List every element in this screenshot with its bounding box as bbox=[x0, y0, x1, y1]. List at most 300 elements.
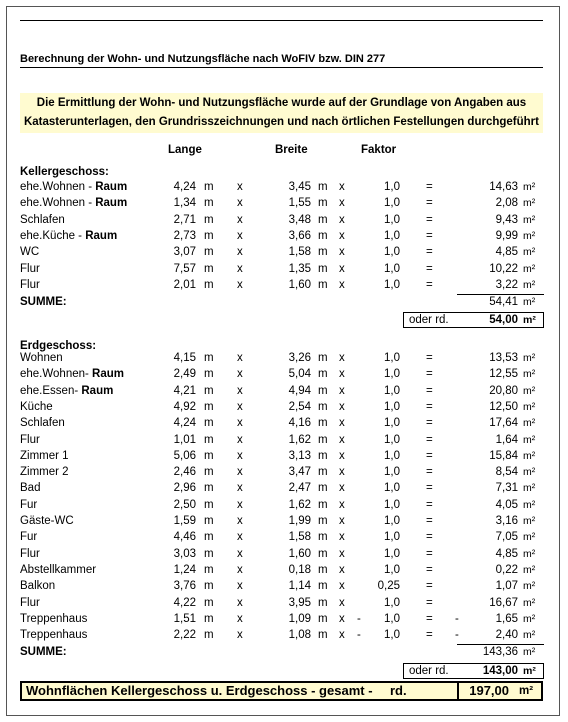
width-unit: m bbox=[318, 278, 328, 291]
times-sign: x bbox=[237, 596, 243, 609]
room-name: Treppenhaus bbox=[20, 629, 88, 642]
length-value: 4,46 bbox=[173, 531, 196, 544]
length-value: 2,01 bbox=[173, 278, 196, 291]
room-name: ehe.Essen- Raum bbox=[20, 384, 114, 397]
sum-row bbox=[0, 294, 568, 310]
times-sign: x bbox=[237, 197, 243, 210]
total-unit: m² bbox=[519, 685, 534, 697]
width-unit: m bbox=[318, 213, 328, 226]
length-unit: m bbox=[204, 531, 214, 544]
equals-sign: = bbox=[426, 482, 433, 495]
length-value: 7,57 bbox=[173, 262, 196, 275]
equals-sign: = bbox=[426, 466, 433, 479]
sum-row bbox=[0, 644, 568, 660]
length-value: 1,01 bbox=[173, 433, 196, 446]
area-unit: m² bbox=[523, 531, 536, 544]
times-sign: x bbox=[237, 384, 243, 397]
times-sign: x bbox=[339, 384, 345, 397]
rounded-value: 54,00 bbox=[489, 314, 518, 327]
length-unit: m bbox=[204, 515, 214, 527]
room-name: WC bbox=[20, 246, 40, 259]
sum-label: SUMME: bbox=[20, 296, 67, 309]
width-unit: m bbox=[318, 580, 328, 593]
times-sign: x bbox=[237, 368, 243, 381]
times-sign: x bbox=[339, 417, 345, 430]
table-row bbox=[0, 611, 568, 627]
width-unit: m bbox=[318, 498, 328, 511]
area-value: 8,54 bbox=[495, 466, 518, 479]
table-row bbox=[0, 383, 568, 399]
width-value: 4,16 bbox=[288, 417, 311, 430]
length-unit: m bbox=[204, 181, 214, 193]
width-unit: m bbox=[318, 417, 328, 430]
width-unit: m bbox=[318, 433, 328, 446]
times-sign: x bbox=[339, 262, 345, 275]
times-sign: x bbox=[237, 466, 243, 479]
table-row bbox=[0, 244, 568, 260]
area-unit: m² bbox=[523, 197, 536, 210]
width-value: 1,60 bbox=[288, 547, 311, 560]
times-sign: x bbox=[237, 262, 243, 275]
header-lange: Lange bbox=[168, 144, 202, 156]
area-value: 13,53 bbox=[489, 352, 518, 364]
area-unit: m² bbox=[523, 384, 536, 397]
length-value: 3,03 bbox=[173, 547, 196, 560]
times-sign: x bbox=[237, 498, 243, 511]
width-unit: m bbox=[318, 368, 328, 381]
length-value: 2,46 bbox=[173, 466, 196, 479]
room-name: Flur bbox=[20, 596, 40, 609]
factor-value: 1,0 bbox=[384, 384, 400, 397]
equals-sign: = bbox=[426, 629, 433, 642]
table-row bbox=[0, 432, 568, 448]
length-unit: m bbox=[204, 449, 214, 462]
equals-sign: = bbox=[426, 246, 433, 259]
times-sign: x bbox=[339, 482, 345, 495]
area-unit: m² bbox=[523, 547, 536, 560]
minus-sign: - bbox=[357, 629, 361, 642]
room-name: ehe.Wohnen - Raum bbox=[20, 181, 128, 193]
room-name: Bad bbox=[20, 482, 41, 495]
sum-unit: m² bbox=[523, 296, 536, 309]
length-unit: m bbox=[204, 368, 214, 381]
area-unit: m² bbox=[523, 278, 536, 291]
width-value: 1,09 bbox=[288, 612, 311, 625]
area-unit: m² bbox=[523, 449, 536, 462]
equals-sign: = bbox=[426, 580, 433, 593]
room-name: Zimmer 1 bbox=[20, 449, 69, 462]
times-sign: x bbox=[339, 498, 345, 511]
width-value: 1,60 bbox=[288, 278, 311, 291]
area-value: 7,05 bbox=[495, 531, 518, 544]
length-unit: m bbox=[204, 417, 214, 430]
equals-sign: = bbox=[426, 278, 433, 291]
area-value: 17,64 bbox=[489, 417, 518, 430]
area-value: 4,05 bbox=[495, 498, 518, 511]
factor-value: 1,0 bbox=[384, 482, 400, 495]
times-sign: x bbox=[237, 482, 243, 495]
equals-sign: = bbox=[426, 181, 433, 193]
equals-sign: = bbox=[426, 368, 433, 381]
room-name-bold: Raum bbox=[81, 384, 114, 397]
length-unit: m bbox=[204, 596, 214, 609]
equals-sign: = bbox=[426, 449, 433, 462]
equals-sign: = bbox=[426, 229, 433, 242]
width-value: 1,58 bbox=[288, 246, 311, 259]
length-unit: m bbox=[204, 400, 214, 413]
equals-sign: = bbox=[426, 262, 433, 275]
times-sign: x bbox=[339, 246, 345, 259]
header-faktor: Faktor bbox=[361, 144, 397, 156]
rounded-unit: m² bbox=[523, 664, 536, 677]
times-sign: x bbox=[339, 547, 345, 560]
factor-value: 1,0 bbox=[384, 596, 400, 609]
width-unit: m bbox=[318, 400, 328, 413]
times-sign: x bbox=[237, 229, 243, 242]
area-value: 12,50 bbox=[489, 400, 518, 413]
room-name: ehe.Küche - Raum bbox=[20, 229, 118, 242]
width-unit: m bbox=[318, 629, 328, 642]
area-value: 9,99 bbox=[495, 229, 518, 242]
length-unit: m bbox=[204, 197, 214, 210]
times-sign: x bbox=[237, 563, 243, 576]
area-unit: m² bbox=[523, 482, 536, 495]
rounded-label: oder rd. bbox=[409, 314, 449, 327]
equals-sign: = bbox=[426, 547, 433, 560]
times-sign: x bbox=[237, 352, 243, 364]
room-name-bold: Raum bbox=[95, 181, 128, 193]
factor-value: 1,0 bbox=[384, 547, 400, 560]
width-value: 3,45 bbox=[288, 181, 311, 193]
length-value: 4,15 bbox=[173, 352, 196, 364]
area-value: 10,22 bbox=[489, 262, 518, 275]
width-value: 5,04 bbox=[288, 368, 311, 381]
length-value: 1,59 bbox=[173, 515, 196, 527]
times-sign: x bbox=[237, 278, 243, 291]
equals-sign: = bbox=[426, 213, 433, 226]
room-name: Treppenhaus bbox=[20, 612, 88, 625]
table-row bbox=[0, 350, 568, 366]
equals-sign: = bbox=[426, 384, 433, 397]
times-sign: x bbox=[339, 580, 345, 593]
width-unit: m bbox=[318, 547, 328, 560]
length-value: 2,73 bbox=[173, 229, 196, 242]
factor-value: 0,25 bbox=[377, 580, 400, 593]
width-value: 3,48 bbox=[288, 213, 311, 226]
area-unit: m² bbox=[523, 515, 536, 527]
room-name-bold: Raum bbox=[95, 197, 128, 210]
table-row bbox=[0, 529, 568, 545]
times-sign: x bbox=[237, 531, 243, 544]
factor-value: 1,0 bbox=[384, 213, 400, 226]
length-value: 1,24 bbox=[173, 563, 196, 576]
area-unit: m² bbox=[523, 213, 536, 226]
table-row bbox=[0, 415, 568, 431]
times-sign: x bbox=[339, 352, 345, 364]
equals-sign: = bbox=[426, 197, 433, 210]
length-unit: m bbox=[204, 482, 214, 495]
room-name: Fur bbox=[20, 498, 38, 511]
total-box bbox=[20, 681, 543, 701]
area-unit: m² bbox=[523, 596, 536, 609]
area-unit: m² bbox=[523, 246, 536, 259]
width-unit: m bbox=[318, 563, 328, 576]
table-row bbox=[0, 562, 568, 578]
times-sign: x bbox=[339, 229, 345, 242]
length-value: 4,21 bbox=[173, 384, 196, 397]
length-value: 4,92 bbox=[173, 400, 196, 413]
length-value: 1,51 bbox=[173, 612, 196, 625]
factor-value: 1,0 bbox=[384, 417, 400, 430]
width-value: 3,47 bbox=[288, 466, 311, 479]
total-rd-label: rd. bbox=[390, 683, 407, 698]
room-name: Wohnen bbox=[20, 352, 63, 364]
table-row bbox=[0, 366, 568, 382]
times-sign: x bbox=[237, 246, 243, 259]
times-sign: x bbox=[237, 181, 243, 193]
length-unit: m bbox=[204, 384, 214, 397]
room-name: ehe.Wohnen - Raum bbox=[20, 197, 128, 210]
area-unit: m² bbox=[523, 417, 536, 430]
times-sign: x bbox=[339, 400, 345, 413]
times-sign: x bbox=[237, 417, 243, 430]
section-title-keller: Kellergeschoss: bbox=[20, 166, 109, 178]
area-unit: m² bbox=[523, 352, 536, 364]
notice-line-1: Die Ermittlung der Wohn- und Nutzungsfläche wurde auf der Grundlage von Angaben aus bbox=[36, 97, 527, 109]
length-value: 2,50 bbox=[173, 498, 196, 511]
times-sign: x bbox=[339, 563, 345, 576]
width-value: 2,54 bbox=[288, 400, 311, 413]
area-unit: m² bbox=[523, 181, 536, 193]
area-unit: m² bbox=[523, 629, 536, 642]
equals-sign: = bbox=[426, 596, 433, 609]
table-row bbox=[0, 195, 568, 211]
length-unit: m bbox=[204, 466, 214, 479]
table-row bbox=[0, 480, 568, 496]
length-unit: m bbox=[204, 278, 214, 291]
width-unit: m bbox=[318, 531, 328, 544]
length-unit: m bbox=[204, 498, 214, 511]
times-sign: x bbox=[339, 368, 345, 381]
length-value: 1,34 bbox=[173, 197, 196, 210]
area-value: 3,22 bbox=[495, 278, 518, 291]
area-value: 1,64 bbox=[495, 433, 518, 446]
width-value: 1,99 bbox=[288, 515, 311, 527]
width-value: 3,26 bbox=[288, 352, 311, 364]
width-unit: m bbox=[318, 515, 328, 527]
table-row bbox=[0, 464, 568, 480]
room-name: Gäste-WC bbox=[20, 515, 74, 527]
times-sign: x bbox=[237, 612, 243, 625]
factor-value: 1,0 bbox=[384, 531, 400, 544]
length-unit: m bbox=[204, 580, 214, 593]
times-sign: x bbox=[339, 433, 345, 446]
minus-sign: - bbox=[357, 612, 361, 625]
room-name: Küche bbox=[20, 400, 53, 413]
notice-box bbox=[20, 93, 543, 133]
times-sign: x bbox=[339, 596, 345, 609]
room-name: Schlafen bbox=[20, 213, 65, 226]
table-row bbox=[0, 497, 568, 513]
table-row bbox=[0, 546, 568, 562]
width-unit: m bbox=[318, 181, 328, 193]
width-value: 2,47 bbox=[288, 482, 311, 495]
area-unit: m² bbox=[523, 400, 536, 413]
area-value: 16,67 bbox=[489, 596, 518, 609]
length-value: 4,22 bbox=[173, 596, 196, 609]
width-value: 3,95 bbox=[288, 596, 311, 609]
table-row bbox=[0, 448, 568, 464]
table-row bbox=[0, 578, 568, 594]
equals-sign: = bbox=[426, 563, 433, 576]
room-name: Flur bbox=[20, 278, 40, 291]
area-value: 2,40 bbox=[495, 629, 518, 642]
area-unit: m² bbox=[523, 368, 536, 381]
total-label: Wohnflächen Kellergeschoss u. Erdgeschoss - gesamt - bbox=[26, 683, 373, 698]
times-sign: x bbox=[339, 449, 345, 462]
sum-label: SUMME: bbox=[20, 646, 67, 659]
factor-value: 1,0 bbox=[384, 498, 400, 511]
factor-value: 1,0 bbox=[384, 246, 400, 259]
rounded-row bbox=[0, 312, 568, 328]
table-row bbox=[0, 277, 568, 293]
area-unit: m² bbox=[523, 433, 536, 446]
factor-value: 1,0 bbox=[384, 197, 400, 210]
length-unit: m bbox=[204, 246, 214, 259]
table-row bbox=[0, 513, 568, 529]
width-unit: m bbox=[318, 612, 328, 625]
length-value: 4,24 bbox=[173, 181, 196, 193]
width-value: 1,08 bbox=[288, 629, 311, 642]
table-row bbox=[0, 399, 568, 415]
document-title: Berechnung der Wohn- und Nutzungsfläche nach WoFIV bzw. DIN 277 bbox=[20, 52, 543, 68]
table-row bbox=[0, 627, 568, 643]
width-value: 1,35 bbox=[288, 262, 311, 275]
factor-value: 1,0 bbox=[384, 515, 400, 527]
times-sign: x bbox=[339, 181, 345, 193]
equals-sign: = bbox=[426, 531, 433, 544]
times-sign: x bbox=[339, 466, 345, 479]
length-unit: m bbox=[204, 213, 214, 226]
room-name: ehe.Wohnen- Raum bbox=[20, 368, 124, 381]
width-value: 1,14 bbox=[288, 580, 311, 593]
factor-value: 1,0 bbox=[384, 400, 400, 413]
width-unit: m bbox=[318, 352, 328, 364]
room-name: Zimmer 2 bbox=[20, 466, 69, 479]
factor-value: 1,0 bbox=[384, 229, 400, 242]
area-value: 14,63 bbox=[489, 181, 518, 193]
factor-value: 1,0 bbox=[384, 629, 400, 642]
length-unit: m bbox=[204, 547, 214, 560]
width-unit: m bbox=[318, 449, 328, 462]
equals-sign: = bbox=[426, 433, 433, 446]
factor-value: 1,0 bbox=[384, 433, 400, 446]
width-unit: m bbox=[318, 384, 328, 397]
width-unit: m bbox=[318, 482, 328, 495]
area-value: 3,16 bbox=[495, 515, 518, 527]
length-value: 3,07 bbox=[173, 246, 196, 259]
width-unit: m bbox=[318, 246, 328, 259]
times-sign: x bbox=[237, 515, 243, 527]
factor-value: 1,0 bbox=[384, 612, 400, 625]
area-value: 15,84 bbox=[489, 449, 518, 462]
equals-sign: = bbox=[426, 352, 433, 364]
times-sign: x bbox=[237, 580, 243, 593]
area-unit: m² bbox=[523, 229, 536, 242]
header-breite: Breite bbox=[275, 144, 308, 156]
room-name: Flur bbox=[20, 547, 40, 560]
table-row bbox=[0, 595, 568, 611]
times-sign: x bbox=[339, 531, 345, 544]
table-row bbox=[0, 179, 568, 195]
sum-unit: m² bbox=[523, 646, 536, 659]
width-unit: m bbox=[318, 466, 328, 479]
area-unit: m² bbox=[523, 466, 536, 479]
width-value: 3,13 bbox=[288, 449, 311, 462]
factor-value: 1,0 bbox=[384, 352, 400, 364]
length-value: 4,24 bbox=[173, 417, 196, 430]
length-value: 2,96 bbox=[173, 482, 196, 495]
equals-sign: = bbox=[426, 515, 433, 527]
length-value: 2,22 bbox=[173, 629, 196, 642]
table-row bbox=[0, 228, 568, 244]
total-value: 197,00 bbox=[469, 683, 509, 698]
length-unit: m bbox=[204, 563, 214, 576]
minus-sign: - bbox=[455, 629, 459, 642]
sum-value: 54,41 bbox=[489, 296, 518, 309]
equals-sign: = bbox=[426, 400, 433, 413]
equals-sign: = bbox=[426, 498, 433, 511]
length-value: 2,71 bbox=[173, 213, 196, 226]
area-value: 7,31 bbox=[495, 482, 518, 495]
times-sign: x bbox=[339, 612, 345, 625]
times-sign: x bbox=[339, 213, 345, 226]
top-rule bbox=[20, 20, 543, 21]
width-value: 4,94 bbox=[288, 384, 311, 397]
area-value: 4,85 bbox=[495, 246, 518, 259]
factor-value: 1,0 bbox=[384, 449, 400, 462]
table-row bbox=[0, 261, 568, 277]
length-unit: m bbox=[204, 612, 214, 625]
total-value-box bbox=[457, 681, 543, 701]
times-sign: x bbox=[339, 629, 345, 642]
width-value: 1,58 bbox=[288, 531, 311, 544]
room-name: Flur bbox=[20, 262, 40, 275]
room-name-bold: Raum bbox=[92, 368, 124, 381]
area-unit: m² bbox=[523, 498, 536, 511]
width-value: 1,62 bbox=[288, 433, 311, 446]
area-value: 1,65 bbox=[495, 612, 518, 625]
table-row bbox=[0, 212, 568, 228]
area-value: 12,55 bbox=[489, 368, 518, 381]
length-value: 2,49 bbox=[173, 368, 196, 381]
area-value: 2,08 bbox=[495, 197, 518, 210]
notice-line-2: Katasterunterlagen, den Grundrisszeichnungen und nach örtlichen Festellungen durchgeführt bbox=[23, 116, 539, 128]
times-sign: x bbox=[339, 197, 345, 210]
area-unit: m² bbox=[523, 262, 536, 275]
room-name-bold: Raum bbox=[85, 229, 118, 242]
room-name: Abstellkammer bbox=[20, 563, 97, 576]
length-unit: m bbox=[204, 262, 214, 275]
area-value: 4,85 bbox=[495, 547, 518, 560]
factor-value: 1,0 bbox=[384, 563, 400, 576]
area-unit: m² bbox=[523, 563, 536, 576]
width-unit: m bbox=[318, 197, 328, 210]
factor-value: 1,0 bbox=[384, 181, 400, 193]
times-sign: x bbox=[237, 547, 243, 560]
area-unit: m² bbox=[523, 580, 536, 593]
factor-value: 1,0 bbox=[384, 368, 400, 381]
